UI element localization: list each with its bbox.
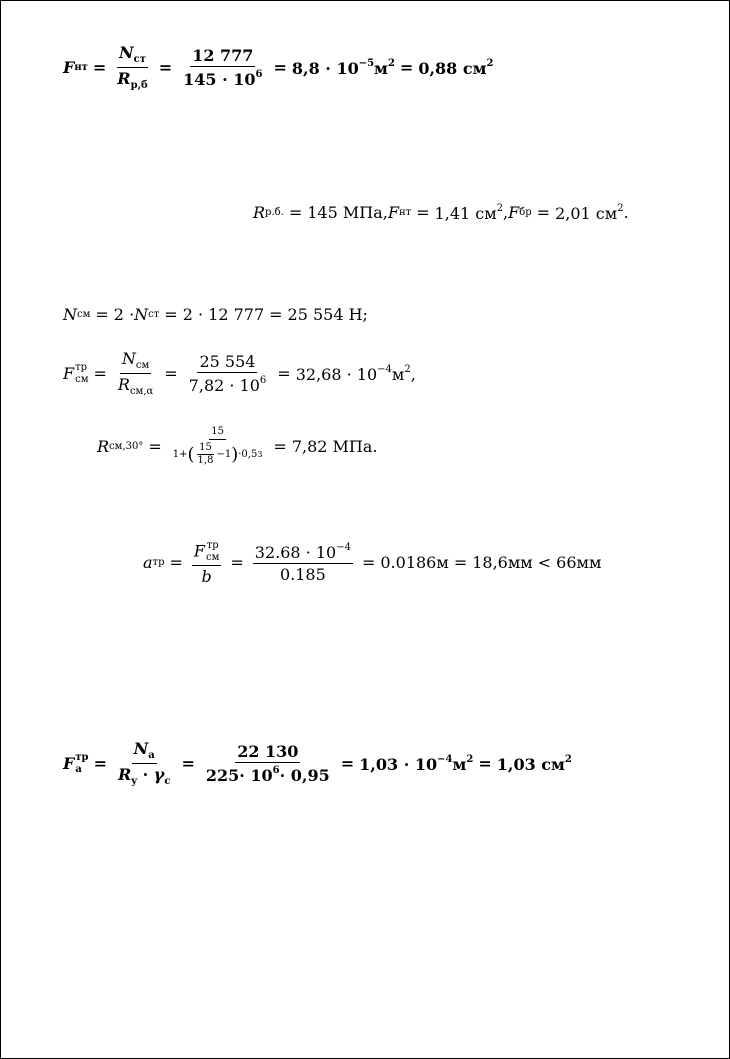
eq6-symbolic-fraction: F тр см b <box>193 540 220 586</box>
equation-crush-depth: a тр = F тр см b = $\frac{32.68 \cdot 10^{-4}}{0.185}$ = 0.0186м = 18,6мм < 66мм <box>143 540 602 586</box>
eq3-product: 2 · 12 777 <box>182 305 265 324</box>
eq1-result-cm: 0,88 $см^2$ <box>418 58 494 78</box>
equation-area-net: F нт = $\frac{N_{ст}}{R_{р,б}}$ = $\frac{12 777}{145 \cdot 10^6}$ = $8,8 \cdot 10^{-5}м^2$ = 0,88 $см^2$ <box>63 43 494 91</box>
eq3-result: 25 554 Н; <box>287 305 368 324</box>
eq7-symbolic-fraction: $\frac{N_a}{R_y \cdot \gamma_c}$ <box>117 739 171 787</box>
eq6-result-m: 0.0186м <box>380 553 449 572</box>
eq7-result-cm: 1,03 $см^2$ <box>496 754 572 774</box>
eq5-fraction: 15 1+ ( $\frac{15}{1,8}$ −1 ) ·0,5 3 <box>172 426 263 466</box>
eq6-numeric-fraction: $\frac{32.68 \cdot 10^{-4}}{0.185}$ <box>254 542 351 584</box>
eq1-numeric-fraction: $\frac{12 777}{145 \cdot 10^6}$ <box>183 46 263 89</box>
eq2-f-gross-value: 2,01 $см^2$ <box>555 203 624 223</box>
eq6-limit: 66мм <box>556 553 602 572</box>
equation-crush-force: N см = 2 · N ст = 2 · 12 777 = 25 554 Н; <box>63 305 368 324</box>
eq6-result-mm: 18,6мм <box>472 553 533 572</box>
eq4-numeric-fraction: $\frac{25 554}{7,82 \cdot 10^6}$ <box>188 352 267 395</box>
equation-bolt-area: F тр а = $\frac{N_a}{R_y \cdot \gamma_c}$ = $\frac{22 130}{225\cdot 10^6\cdot 0,95}$ = $1,03 \cdot 10^{-4}м^2$ = 1,03 $см^2$ <box>63 739 572 787</box>
eq1-symbolic-fraction: $\frac{N_{ст}}{R_{р,б}}$ <box>117 43 148 91</box>
eq2-f-net-value: 1,41 $см^2$ <box>434 203 504 223</box>
eq1-lhs-symbol: F <box>63 58 75 77</box>
eq7-result-si: $1,03 \cdot 10^{-4}м^2$ <box>359 754 474 774</box>
eq2-r-value: 145 МПа, <box>307 203 388 222</box>
equation-crush-strength: R см,30° = 15 1+ ( $\frac{15}{1,8}$ −1 ) ·0,5 3 = 7,82 МПа. <box>97 426 378 466</box>
eq5-result: 7,82 МПа. <box>291 436 378 456</box>
eq7-numeric-fraction: $\frac{22 130}{225\cdot 10^6\cdot 0,95}$ <box>205 742 330 785</box>
equation-given-values: R р.б. = 145 МПа, F нт = 1,41 $см^2$ , F бр = 2,01 $см^2$ . <box>253 203 629 223</box>
eq1-lhs-subscript: нт <box>74 62 88 73</box>
eq1-result-si: $8,8 \cdot 10^{-5}м^2$ <box>291 58 395 78</box>
equation-crush-area: F тр см = $\frac{N_{см}}{R_{см,\alpha}}$ = $\frac{25 554}{7,82 \cdot 10^6}$ = $32,68 \cdot 10^{-4}м^2$, <box>63 349 416 397</box>
eq4-symbolic-fraction: $\frac{N_{см}}{R_{см,\alpha}}$ <box>117 349 154 397</box>
eq4-result: $32,68 \cdot 10^{-4}м^2$, <box>295 364 416 384</box>
